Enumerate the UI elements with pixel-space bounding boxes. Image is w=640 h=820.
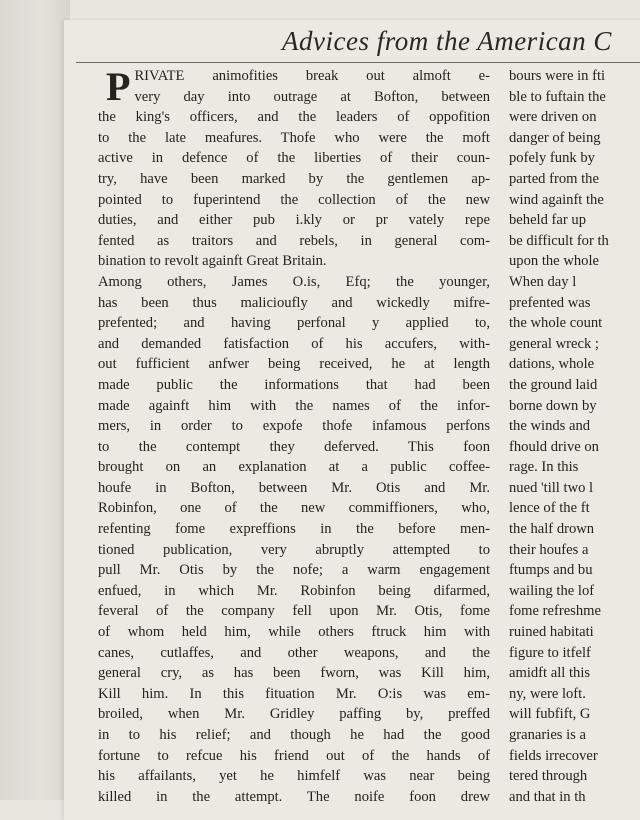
drop-cap: P [106, 64, 131, 109]
text-line: Among others, James O.is, Efq; the younger, [98, 273, 490, 290]
text-line: were driven on [509, 109, 597, 126]
text-line: dations, whole [509, 356, 595, 373]
text-line: very day into outrage at Bofton, between [134, 88, 490, 105]
text-line: When day l [509, 273, 577, 290]
text-line: lence of the ft [509, 500, 590, 517]
page-header: Advices from the American C [282, 26, 612, 56]
text-line: made againft him with the names of the infor- [98, 397, 490, 414]
article-column-right [509, 66, 640, 807]
text-line: out fufficient anfwer being received, he at length [98, 356, 490, 373]
text-line: refenting fome expreffions in the before men- [98, 521, 490, 538]
text-line: fome refreshme [509, 603, 601, 620]
text-line: amidft all this [509, 665, 591, 682]
text-line: to the late meafures. Thofe who were the moft [98, 129, 490, 146]
text-line: wailing the lof [509, 582, 595, 599]
text-line: ftumps and bu [509, 562, 593, 579]
text-line: pull Mr. Otis by the nofe; a warm engagement [98, 562, 490, 579]
text-line: prefented; and having perfonal y applied to, [98, 315, 490, 332]
text-line: and demanded fatisfaction of his accufers, with- [98, 335, 490, 352]
article-column-left [98, 66, 490, 807]
text-line: Robinfon, one of the new commiffioners, who, [98, 500, 490, 517]
text-line: pofely funk by [509, 150, 595, 167]
text-line: upon the whole [509, 253, 599, 270]
text-line: made public the informations that had been [98, 376, 490, 393]
text-line: duties, and either pub i.kly or pr vately repe [98, 212, 490, 229]
text-line: try, have been marked by the gentlemen ap- [98, 170, 490, 187]
text-line: their houfes a [509, 541, 589, 558]
text-line: fields irrecover [509, 747, 598, 764]
text-line: will fubfift, G [509, 706, 591, 723]
text-line: wind againft the [509, 191, 604, 208]
text-line: has been thus malicioufly and wickedly mifre- [98, 294, 490, 311]
text-line: be difficult for th [509, 232, 609, 249]
text-line: the whole count [509, 315, 603, 332]
text-line: in to his relief; and though he had the good [98, 727, 490, 743]
text-line: general cry, as has been fworn, was Kill him, [98, 665, 490, 682]
article-lines-right [509, 66, 640, 807]
text-line: tered through [509, 768, 588, 785]
text-line: ny, were loft. [509, 685, 586, 702]
text-line: granaries is a [509, 727, 586, 743]
text-line: broiled, when Mr. Gridley paffing by, preffed [98, 706, 490, 723]
text-line: general wreck ; [509, 335, 599, 352]
text-line: bours were in fti [509, 68, 606, 84]
text-line: his affailants, yet he himfelf was near being [98, 768, 490, 785]
text-line: Kill him. In this fituation Mr. O:is was em- [98, 685, 490, 702]
text-line: bination to revolt againft Great Britain. [98, 253, 327, 270]
text-line: of whom held him, while others ftruck him with [98, 624, 490, 641]
text-line: danger of being [509, 129, 601, 146]
text-line: fhould drive on [509, 438, 599, 455]
text-line: feveral of the company fell upon Mr. Otis, fome [98, 603, 490, 620]
header-rule [76, 62, 640, 63]
text-line: ble to fuftain the [509, 88, 606, 105]
text-line: parted from the [509, 170, 599, 187]
text-line: mers, in order to expofe thofe infamous perfons [98, 418, 490, 435]
text-line: figure to itfelf [509, 644, 591, 661]
text-line: fented as traitors and rebels, in general com- [98, 232, 490, 249]
text-line: houfe in Bofton, between Mr. Otis and Mr. [98, 479, 490, 496]
text-line: the half drown [509, 521, 595, 538]
text-line: ruined habitati [509, 624, 594, 641]
text-line: and that in th [509, 788, 586, 805]
text-line: the king's officers, and the leaders of oppofition [98, 109, 490, 126]
text-line: borne down by [509, 397, 597, 414]
text-line: the ground laid [509, 376, 598, 393]
text-line: pointed to fuperintend the collection of the new [98, 191, 490, 208]
article-lines [98, 87, 490, 808]
text-line: beheld far up [509, 212, 586, 229]
text-line: tioned publication, very abruptly attempted to [98, 541, 490, 558]
text-line: nued 'till two l [509, 479, 594, 496]
text-line: active in defence of the liberties of their coun- [98, 150, 490, 167]
text-line: prefented was [509, 294, 591, 311]
text-line: canes, cutlaffes, and other weapons, and the [98, 644, 490, 661]
text-line: RIVATE animofities break out almoft e- [134, 68, 490, 84]
adjacent-page-edge [0, 0, 70, 800]
text-line: rage. In this [509, 459, 579, 476]
text-line: to the contempt they deferved. This foon [98, 438, 490, 455]
text-line: enfued, in which Mr. Robinfon being difarmed, [98, 582, 490, 599]
text-line: brought on an explanation at a public coffee- [98, 459, 490, 476]
text-line: the winds and [509, 418, 591, 435]
text-line: killed in the attempt. The noife foon drew [98, 788, 490, 805]
text-line: fortune to refcue his friend out of the hands of [98, 747, 490, 764]
